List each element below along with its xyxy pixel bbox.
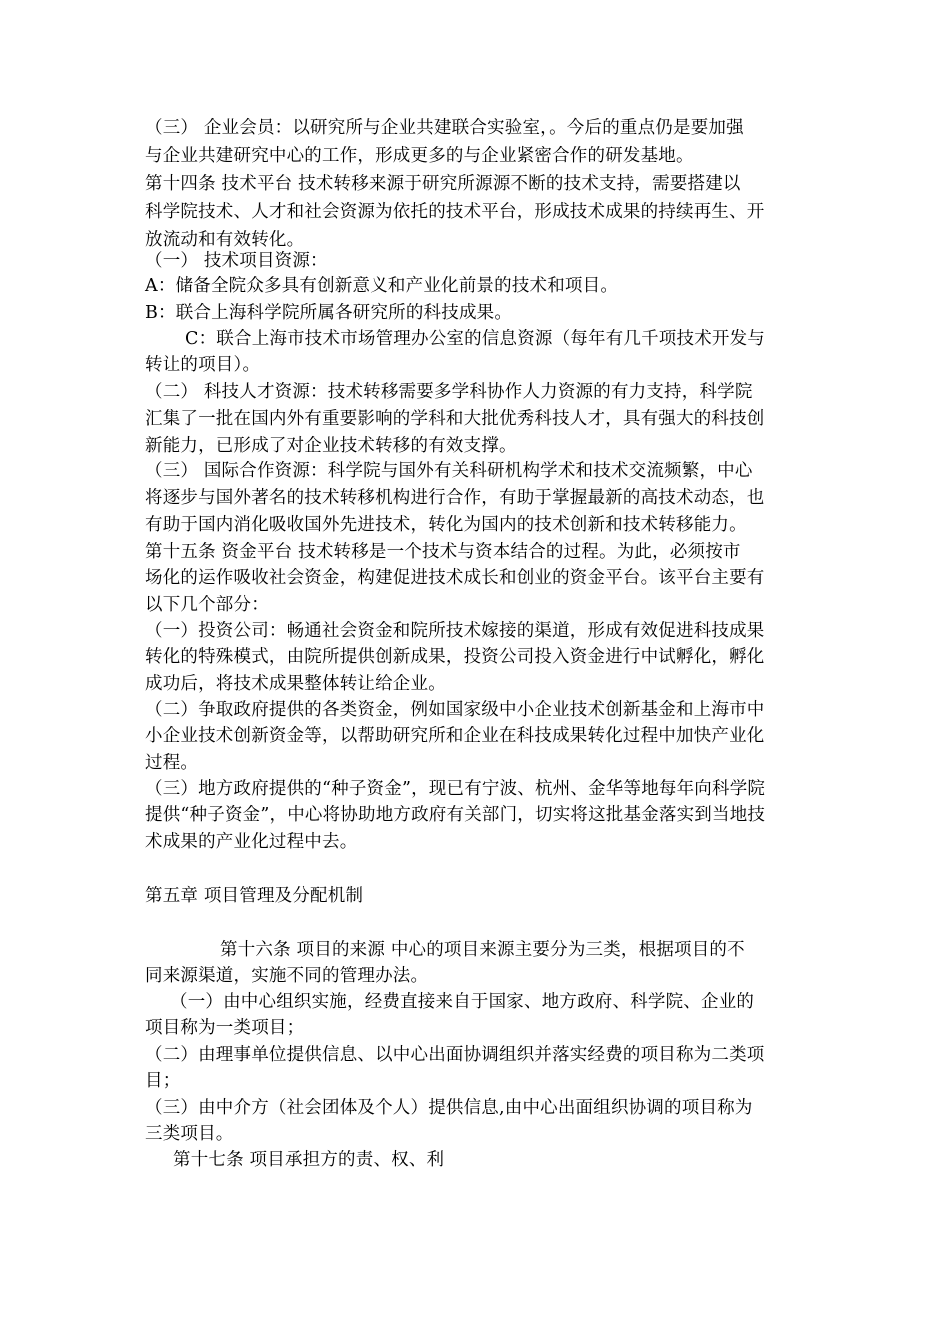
paragraph-line: 科学院技术、人才和社会资源为依托的技术平台，形成技术成果的持续再生、开 bbox=[145, 202, 765, 222]
list-item: B：联合上海科学院所属各研究所的科技成果。 bbox=[145, 303, 513, 323]
paragraph-line: 场化的运作吸收社会资金，构建促进技术成长和创业的资金平台。该平台主要有 bbox=[145, 568, 765, 588]
paragraph-line: 目； bbox=[145, 1071, 181, 1091]
article-15-heading: 第十五条 资金平台 技术转移是一个技术与资本结合的过程。为此，必须按市 bbox=[145, 542, 741, 562]
paragraph-line: （二）争取政府提供的各类资金，例如国家级中小企业技术创新基金和上海市中 bbox=[145, 700, 765, 720]
paragraph-line: 将逐步与国外著名的技术转移机构进行合作，有助于掌握最新的高技术动态，也 bbox=[145, 488, 765, 508]
paragraph-line: 术成果的产业化过程中去。 bbox=[145, 832, 358, 852]
paragraph-line: （三）地方政府提供的“种子资金”，现已有宁波、杭州、金华等地每年向科学院 bbox=[145, 779, 766, 799]
paragraph-line: 同来源渠道，实施不同的管理办法。 bbox=[145, 966, 429, 986]
paragraph-line: 项目称为一类项目； bbox=[145, 1018, 305, 1038]
paragraph-line: （三） 国际合作资源：科学院与国外有关科研机构学术和技术交流频繁，中心 bbox=[145, 461, 753, 481]
paragraph-line: 有助于国内消化吸收国外先进技术，转化为国内的技术创新和技术转移能力。 bbox=[145, 515, 747, 535]
list-item: A：储备全院众多具有创新意义和产业化前景的技术和项目。 bbox=[145, 276, 619, 296]
paragraph-line: 新能力，已形成了对企业技术转移的有效支撑。 bbox=[145, 436, 517, 456]
paragraph-line: （三） 企业会员：以研究所与企业共建联合实验室，。今后的重点仍是要加强 bbox=[145, 118, 744, 138]
paragraph-line: 小企业技术创新资金等，以帮助研究所和企业在科技成果转化过程中加快产业化 bbox=[145, 726, 765, 746]
paragraph-line: 汇集了一批在国内外有重要影响的学科和大批优秀科技人才，具有强大的科技创 bbox=[145, 409, 765, 429]
paragraph-line: 成功后，将技术成果整体转让给企业。 bbox=[145, 674, 446, 694]
article-14-heading: 第十四条 技术平台 技术转移来源于研究所源源不断的技术支持，需要搭建以 bbox=[145, 174, 741, 194]
list-item-heading: （一） 技术项目资源： bbox=[145, 251, 328, 271]
paragraph-line: （一）由中心组织实施，经费直接来自于国家、地方政府、科学院、企业的 bbox=[170, 992, 755, 1012]
paragraph-line: 提供“种子资金”，中心将协助地方政府有关部门，切实将这批基金落实到当地技 bbox=[145, 805, 766, 825]
paragraph-line: 以下几个部分： bbox=[145, 595, 269, 615]
list-item: C：联合上海市技术市场管理办公室的信息资源（每年有几千项技术开发与 bbox=[185, 329, 765, 349]
paragraph-line: 放流动和有效转化。 bbox=[145, 230, 305, 250]
paragraph-line: （二） 科技人才资源：技术转移需要多学科协作人力资源的有力支持，科学院 bbox=[145, 382, 753, 402]
paragraph-line: 转让的项目）。 bbox=[145, 355, 261, 375]
paragraph-line: （三）由中介方（社会团体及个人）提供信息,由中心出面组织协调的项目称为 bbox=[145, 1098, 753, 1118]
chapter-heading: 第五章 项目管理及分配机制 bbox=[145, 886, 364, 906]
article-17-heading: 第十七条 项目承担方的责、权、利 bbox=[173, 1150, 445, 1170]
paragraph-line: （二）由理事单位提供信息、以中心出面协调组织并落实经费的项目称为二类项 bbox=[145, 1045, 765, 1065]
paragraph-line: （一）投资公司：畅通社会资金和院所技术嫁接的渠道，形成有效促进科技成果 bbox=[145, 621, 765, 641]
article-16-heading: 第十六条 项目的来源 中心的项目来源主要分为三类，根据项目的不 bbox=[220, 940, 745, 960]
paragraph-line: 转化的特殊模式，由院所提供创新成果，投资公司投入资金进行中试孵化，孵化 bbox=[145, 647, 765, 667]
paragraph-line: 三类项目。 bbox=[145, 1124, 234, 1144]
paragraph-line: 与企业共建研究中心的工作，形成更多的与企业紧密合作的研发基地。 bbox=[145, 146, 694, 166]
paragraph-line: 过程。 bbox=[145, 753, 199, 773]
